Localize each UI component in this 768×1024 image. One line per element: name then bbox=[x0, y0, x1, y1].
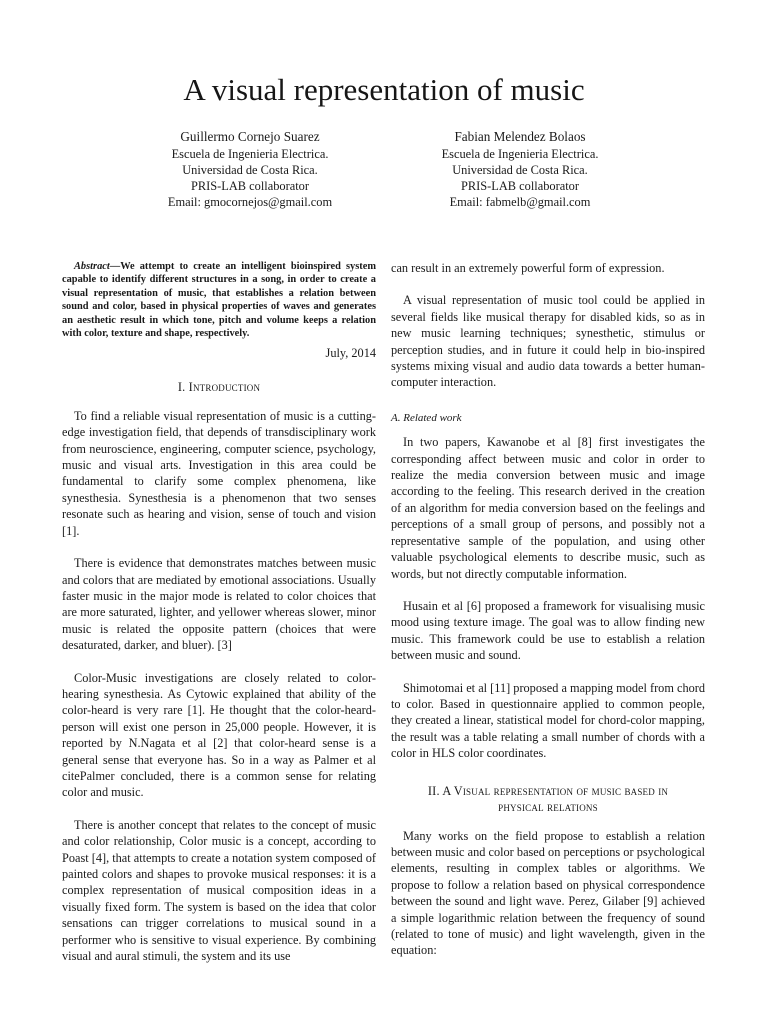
intro-paragraph-continued: can result in an extremely powerful form of expression. bbox=[391, 261, 665, 275]
intro-paragraph: A visual representation of music tool could be applied in several fields like musical therapy for disabled kids, so as in new music learning techniques; synesthetic, stimulus or perception studies, and in future it could help in bio-inspired systems mixing visual and audio data towards a better human-computer interaction. bbox=[391, 293, 705, 390]
paper-title: A visual representation of music bbox=[183, 72, 585, 107]
author-name: Fabian Melendez Bolaos bbox=[454, 129, 586, 144]
author-block-2 bbox=[370, 128, 670, 210]
related-work-paragraph: Husain et al [6] proposed a framework for visualising music mood using texture image. The goal was to allow finding new music. This framework could be use to establish a relation between music and sound. bbox=[391, 598, 705, 663]
author-affiliation: Escuela de Ingenieria Electrica. bbox=[171, 147, 329, 161]
intro-paragraph: To find a reliable visual representation of music is a cutting-edge investigation field, that depends of transdisciplinary work from neuroscience, engineering, computer science, psychology, music and visual arts. Investigation in this area could be fundamental to clarify some complex phenomena, like synesthesia. Synesthesia is a phenomenon that two senses resonate such as hearing and vision, sense of touch and vision [1]. bbox=[62, 408, 376, 538]
abstract-text: We attempt to create an intelligent bioinspired system capable to identify different structures in a song, in order to create a visual representation of music, that establishes a relation between sound and color, based in physical properties of waves and generates an aesthetic result in which tone, pitch and volume keeps a relation with color, texture and shape, respectively. bbox=[62, 261, 376, 340]
related-work-paragraph: In two papers, Kawanobe et al [8] first investigates the corresponding affect between music and color in order to realize the media conversion between music and image according to the feeling. This research derived in the creation of an algorithm for media conversion based on the feelings and perceptions of a small group of persons, and possibly not a representative sample of the population, and using other valuable psychological elements to describe music, such as words, but not directly computable information. bbox=[391, 435, 705, 581]
section-heading-introduction: I. Introduction bbox=[177, 379, 261, 394]
author-lab: PRIS-LAB collaborator bbox=[460, 179, 580, 193]
intro-paragraph: There is another concept that relates to the concept of music and color relationship, Color music is a concept, according to Poast [4], that attempts to create a notation system composed of painted colors and shapes to provoke musical responses: it is a complex representation of musical composition ideas in a visually fixed form. The system is based on the idea that color sensations can trigger correlations to musical sound in a performer who is sensitive to visual experience. By combining visual and aural stimuli, the system and its use bbox=[62, 817, 376, 964]
author-lab: PRIS-LAB collaborator bbox=[190, 179, 310, 193]
abstract-label: Abstract bbox=[74, 261, 110, 272]
author-affiliation: Escuela de Ingenieria Electrica. bbox=[441, 147, 599, 161]
author-block-1 bbox=[100, 128, 400, 210]
section-heading-line: II. A Visual representation of music based in bbox=[427, 783, 669, 798]
author-university: Universidad de Costa Rica. bbox=[452, 163, 588, 177]
author-university: Universidad de Costa Rica. bbox=[182, 163, 318, 177]
intro-paragraph: There is evidence that demonstrates matches between music and colors that are mediated by emotional associations. Usually faster music in the major mode is related to color choices that are more saturated, lighter, and yellower whereas slower, minor music is related the opposite pattern (choices that were desaturated, darker, and bluer). [3] bbox=[62, 556, 376, 653]
intro-paragraph: Color-Music investigations are closely related to color-hearing synesthesia. As Cytowic explained that ability of the color-heard is very rare [1]. He thought that the color-heard-person will exist one person in 25,000 people. However, it is reported by N.Nagata et al [2] that color-heard sense is a general sense that everyone has. So in a way as Palmer et al citePalmer concluded, there is a common sense for relating color and music. bbox=[62, 670, 376, 800]
abstract bbox=[62, 260, 376, 340]
author-name: Guillermo Cornejo Suarez bbox=[180, 129, 320, 144]
abstract-dash: — bbox=[109, 261, 121, 272]
related-work-paragraph: Shimotomai et al [11] proposed a mapping model from chord to color. Based in questionnaire applied to common people, they created a linear, statistical model for chord-color mapping, the result was a table relating a small number of chords with a color in HLS color coordinates. bbox=[391, 680, 705, 761]
section-heading-line: physical relations bbox=[498, 799, 598, 814]
author-email: Email: fabmelb@gmail.com bbox=[449, 195, 591, 209]
right-column bbox=[391, 260, 705, 959]
left-column bbox=[62, 260, 376, 964]
paper-date: July, 2014 bbox=[325, 346, 376, 361]
author-email: Email: gmocornejos@gmail.com bbox=[167, 195, 333, 209]
section2-paragraph: Many works on the field propose to establish a relation between music and color based on perceptions or psychological elements, resulting in complex tables or algorithms. We propose to follow a relation based on physical correspondence between the sound and light wave. Perez, Gilaber [9] achieved a simple logarithmic relation between the frequency of sound (related to tone of music) and light wavelength, given in the equation: bbox=[391, 828, 705, 958]
subsection-heading-related-work: A. Related work bbox=[391, 411, 462, 424]
section-heading-visual-representation bbox=[391, 783, 705, 815]
